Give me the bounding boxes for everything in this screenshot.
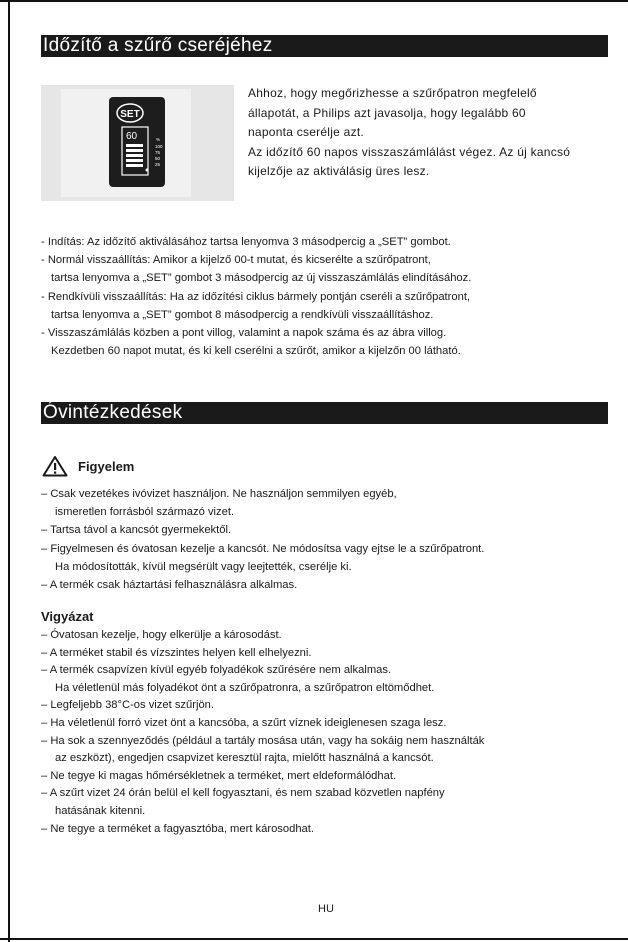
page-border-bottom bbox=[0, 938, 628, 940]
intro-line: naponta cserélje azt. bbox=[248, 125, 364, 139]
instruction-line: - Indítás: Az időzítő aktiválásához tartsa lenyomva 3 másodpercig a „SET” gombot. bbox=[41, 236, 451, 248]
intro-line: Az időzítő 60 napos visszaszámlálást végez. Az új kancsó bbox=[248, 144, 571, 159]
callout-pointer bbox=[252, 193, 274, 233]
level-bar bbox=[126, 159, 143, 162]
scale-mark: 25 bbox=[155, 162, 161, 167]
warning-line: – A termék csak háztartási felhasználásra alkalmas. bbox=[41, 579, 298, 592]
intro-line: állapotát, a Philips azt javasolja, hogy legalább 60 bbox=[248, 105, 526, 120]
section-heading-timer: Időzítő a szűrő cseréjéhez bbox=[41, 35, 608, 57]
caution-line: – Óvatosan kezelje, hogy elkerülje a károsodást. bbox=[41, 629, 282, 641]
level-bar bbox=[126, 164, 143, 167]
warning-line: – Tartsa távol a kancsót gyermekektől. bbox=[41, 524, 232, 537]
level-bar bbox=[126, 154, 143, 157]
warning-title: Figyelem bbox=[78, 458, 135, 474]
warning-triangle-icon bbox=[42, 455, 68, 477]
scale-mark: % bbox=[156, 137, 161, 142]
caution-list bbox=[41, 627, 616, 838]
caution-line: hatásának kitenni. bbox=[55, 804, 146, 817]
page-language-label: HU bbox=[318, 903, 334, 915]
caution-line: – Ha véletlenül forró vizet önt a kancsóba, a szűrt víznek ideiglenesen szaga lesz. bbox=[41, 716, 447, 729]
scale-mark: 50 bbox=[155, 156, 161, 161]
level-bar bbox=[126, 144, 143, 147]
warning-line: – Figyelmesen és óvatosan kezelje a kancsót. Ne módosítsa vagy ejtse le a szűrőpatront. bbox=[41, 542, 485, 555]
scale-mark: 100 bbox=[155, 144, 163, 149]
timer-intro-text bbox=[248, 84, 613, 182]
instruction-line: - Normál visszaállítás: Amikor a kijelző 00-t mutat, és kicserélte a szűrőpatront, bbox=[41, 254, 431, 267]
caution-line: – Ne tegye a terméket a fagyasztóba, mert károsodhat. bbox=[41, 822, 314, 835]
set-button-label: SET bbox=[120, 109, 140, 120]
caution-line: – A terméket stabil és vízszintes helyen kell elhelyezni. bbox=[41, 646, 312, 659]
display-value: 60 bbox=[126, 131, 138, 142]
instruction-line: Kezdetben 60 napot mutat, és ki kell cserélni a szűrőt, amikor a kijelzőn 00 látható. bbox=[51, 345, 461, 358]
instruction-line: - Rendkívüli visszaállítás: Ha az időzítési ciklus bármely pontján cseréli a szűrőpatront, bbox=[41, 290, 471, 303]
timer-illustration bbox=[41, 85, 234, 201]
caution-line: – Legfeljebb 38°C-os vizet szűrjön. bbox=[41, 699, 215, 712]
caution-title: Vigyázat bbox=[41, 609, 94, 624]
timer-instructions-list bbox=[41, 233, 616, 360]
level-bar bbox=[126, 149, 143, 152]
intro-line: kijelzője az aktiválásig üres lesz. bbox=[248, 164, 430, 178]
caution-line: – A szűrt vizet 24 órán belül el kell fogyasztani, és nem szabad közvetlen napfény bbox=[41, 787, 445, 800]
section-heading-precautions: Óvintézkedések bbox=[41, 402, 608, 424]
page-border-top bbox=[0, 0, 628, 2]
intro-line: Ahhoz, hogy megőrizhesse a szűrőpatron megfelelő bbox=[248, 86, 537, 100]
timer-device-drawing bbox=[41, 85, 234, 201]
caution-line: Ha véletlenül más folyadékot önt a szűrőpatronra, a szűrőpatron eltömődhet. bbox=[55, 681, 435, 694]
scale-mark: 75 bbox=[155, 150, 161, 155]
warning-line: ismeretlen forrásból származó vizet. bbox=[55, 506, 235, 519]
warning-list bbox=[41, 485, 616, 594]
caution-line: – A termék csapvízen kívül egyéb folyadékok szűrésére nem alkalmas. bbox=[41, 664, 392, 677]
instruction-line: tartsa lenyomva a „SET” gombot 8 másodpercig a rendkívüli visszaállításhoz. bbox=[51, 308, 434, 321]
warning-heading bbox=[42, 455, 134, 477]
instruction-line: tartsa lenyomva a „SET” gombot 3 másodpercig az új visszaszámlálás elindításához. bbox=[51, 272, 472, 285]
page-border-left bbox=[8, 0, 10, 942]
warning-line: – Csak vezetékes ivóvizet használjon. Ne használjon semmilyen egyéb, bbox=[41, 488, 397, 500]
instruction-line: - Visszaszámlálás közben a pont villog, valamint a napok száma és az ábra villog. bbox=[41, 327, 447, 340]
caution-line: – Ne tegye ki magas hőmérsékletnek a terméket, mert eldeformálódhat. bbox=[41, 769, 397, 782]
caution-line: – Ha sok a szennyeződés (például a tartály mosása után, vagy ha sokáig nem használták bbox=[41, 734, 485, 747]
caution-line: az eszközt), engedjen csapvizet keresztül rajta, mielőtt használná a kancsót. bbox=[55, 752, 434, 765]
blink-dot bbox=[146, 169, 149, 172]
warning-line: Ha módosították, kívül megsérült vagy leejtették, cserélje ki. bbox=[55, 560, 352, 573]
